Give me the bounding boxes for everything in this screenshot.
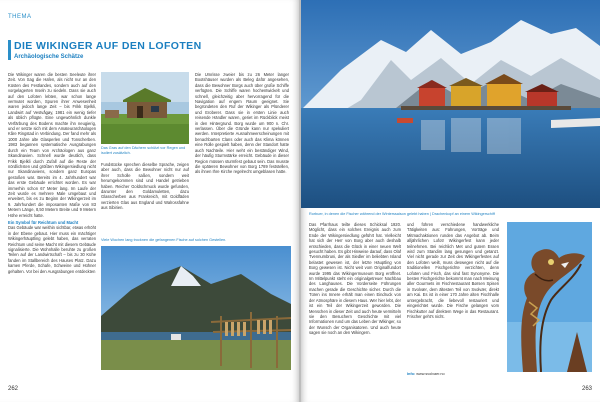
info-label: Info:	[407, 372, 416, 376]
photo-rorbuer-mountains	[301, 0, 600, 208]
body-text: Fundstücke sprechen dieselbe Sprache, zeigen aber auch, dass die Bewohner nicht nur auf ihrer Scholle saßen, sondern weit herumgekommen sind und Handel getrieben haben. Reicher Goldschmuck wurde gefunden, darunter den Goldamuletten, dazu Glasscherben aus Frankreich, mit Goldfäden verzierten Glas aus England und Walrossfahne aus Sibirien.	[101, 162, 189, 211]
body-text: und führen verschiedene handwerkliche Tätigkeiten aus: Fahrungen, Vorträge und Mitmachaktionen runden das Angebot ab. Beim alljährlichen Lofotr Wikingerfest kann jeder teilnehmen. Bei reichlich Met und gutem Essen wird zum Standim lang gesungen und getanzt. Viel nicht gerade zur Zeit des Wikingerfestes auf den Lofoten weilt, muss deswegen nicht auf die traditionellen Fischgerichte verzichten, denn Lofoten und Fisch, das sind fast Synonyme. Die besten Fischgerichte bekommt man nach Meinung aller Gourmets im Fischrestaurant Børsen Spiseri in Svolvær, dem ältesten Teil von Svolvær, direkt am Kai. Es ist in einer 170 Jahre alten Fischhalle untergebracht, die liebevoll restauriert und eingerichtet wurde. Die Fische gelangen vom Fischkutter auf direktem Wege in das Restaurant. Frischer geht's nicht.	[407, 222, 499, 319]
body-text: Das Gebäude war weithin sichtbar, etwas erhöht in der Ebene gebaut. Hier muss ein mächtiger Wikingerhäuptling gelebt haben, das verraten Reichtum und seine Macht mit diesem Gebäude signalisierte. Die Wohnhalle beruhte zu großen Teilen auf der Landwirtschaft – bis zu 30 Kühe fanden im Stallbereich des Hauses Platz. Dazu kamen Pferde, Schafe, Schweine und Hühner gehalten. Vor bei den Ausgrabungen entdeckten	[8, 225, 96, 274]
photo1-caption: Das Gras auf den Dächern schützt vor Regen und isoliert zusätzlich.	[101, 146, 186, 155]
photo2-caption: Viele Wochen lang trocknen die gefangenen Fische auf solchen Gestellen.	[101, 238, 227, 242]
body-text: Die Wikinger waren die besten Seeleute ihrer Zeit. Von Sag die Hafen, als nicht nur an den Küsten des Festlandes, sondern auch auf den vorgelagerten Inseln zu siedeln. Dass sie auch auf den Lofoten lebten, war schon lange vermutet worden, Spuren ihrer Anwesenheit waren jedoch lange Zeit – bis Frikk Bjelkli, Landwirt auf Vestvågøy, 1981 ein wenig tiefer als üblich pflügte. Eine ungewöhnlich dunkle Verfärbung des Bodens machte ihn neugierig, und er setzte sich mit dem Amateurarchäologen Kåre Ringstad in Verbindung. Der fand mehr als 1000 Jahre alte Glasperlen und Tonscherben. 1983 begannen systematische Ausgrabungen durch ein Team von Archäologen aus ganz Skandinavien. Schnell wurde deutlich, dass Frikk Bjelkli durch Zufall auf die Reste der nördlichsten und größten Wikingersiedlung nicht nur Skandinaviens, sondern ganz Europas gestoßen war. Bereits im 4. Jahrhundert war das erste Gebäude errichtet worden. Es war immerhin schon 67 Meter lang. Im Laufe der Zeit wurde es mehrere Male umgebaut und erweitert, bis es zu Beginn der Wikingerzeit im 9. Jahrhundert die imposanten Maße von 83 Metern Länge, 8,50 Metern Breite und 9 Metern Höhe erreicht hatte.	[8, 72, 96, 218]
page-number-left: 262	[8, 386, 19, 392]
right-page	[301, 0, 600, 402]
photo-dragon-head	[507, 222, 592, 372]
body-text: Das Pfarrhaus teilte dieses Schicksal 1920. Möglicht, dass ein solches Ereignis auch zum Ende der Wikingersiedlung geführt hat. Vielleicht hat sich der Herr von Borg aber auch deshalb entschieden, dass die Glück in einer neuen Welt gesucht haben. Es gibt Hinweise darauf, dass Olaf Tvennumbruni, der als Siedler im beliebten Island belastet gewesen ist, der letzte Häuptling von Borg gewesen ist. Nicht weit vom Originalfundort wurde 1995 das Wikingermuseum Borg eröffnet. Im Mittelpunkt steht ein originalgetreuer Nachbau des Langhauses. Die Vorderseite Führungen machen gerade die Geschichte sicher. Durch die Türen ins Innere erhält man einen Eindruck von der Atmosphäre in diesem Haus. Wer hier lebt, der ist ein Teil der Wikingerzeit geworden. Die Menschen in dieser Zeit und auch heute vermitteln sie den Besuchern Geschichte mit viel Informationen rund um das Leben der Wikinger, so der Wunsch der Organisatoren. Und auch heute sagen sie noch an den Wikingern.	[309, 222, 401, 336]
left-column-2	[101, 162, 189, 230]
photo-fish-drying-racks	[101, 246, 291, 370]
body-text: Die Umrisse zweier bis zu 26 Meter langer Bootshäuser wurden als Beleg dafür angesehen, dass die Bewohner Borgs auch über große Schiffe verfügten. Die Schiffe waren hochentwickelt und schnell, gleichzeitig aber hervorragend für die Navigation auf engem Raum geeignet. Sie begründeten den Ruf der Wikinger als Plünderer und Eroberer. Dass sie in ersten Linie auch reisende Händler waren, geriet im Rückblick meist in den Hintergrund. Borg wurde um 900 n. Chr. verlassen. Über die Gründe kann nur spekuliert werden. Interpretierte Ausnahmeerscheinungen mit benachbarten Clans oder auch das Klima können eine Rolle gespielt haben, denn der Standort hatte auch Nachteile. Hier weht ein beständiger Wind, der häufig Sturmstärke erreicht. Gebäude in dieser Region müssen sturmfest gebaut sein. Das musste die späteren Bewohner von Borg 1789 feststellen, als ihnen Ihre Kirche regelrecht umgeblasen hatte.	[195, 72, 289, 175]
article-title: DIE WIKINGER AUF DEN LOFOTEN	[14, 40, 202, 52]
left-column-1	[8, 72, 96, 377]
info-url: www.svolvaer.no	[416, 372, 445, 376]
title-accent-bar	[8, 40, 11, 60]
article-subtitle: Archäologische Schätze	[14, 54, 84, 60]
hero-photo-caption: Rorbuer, in denen die Fischer während der Winterssaison gelebt haben | Drachenkopf an einem Wikingerschiff	[309, 212, 495, 216]
info-line	[407, 372, 499, 377]
section-subhead: Ein Symbol für Reichtum und Macht	[8, 219, 79, 225]
left-page	[0, 0, 299, 402]
photo-grass-roof-house	[101, 72, 189, 144]
page-number-right: 263	[581, 386, 592, 392]
section-label: THEMA	[8, 14, 32, 20]
left-column-3	[195, 72, 289, 230]
right-column-2	[407, 222, 499, 370]
right-column-1	[309, 222, 401, 380]
